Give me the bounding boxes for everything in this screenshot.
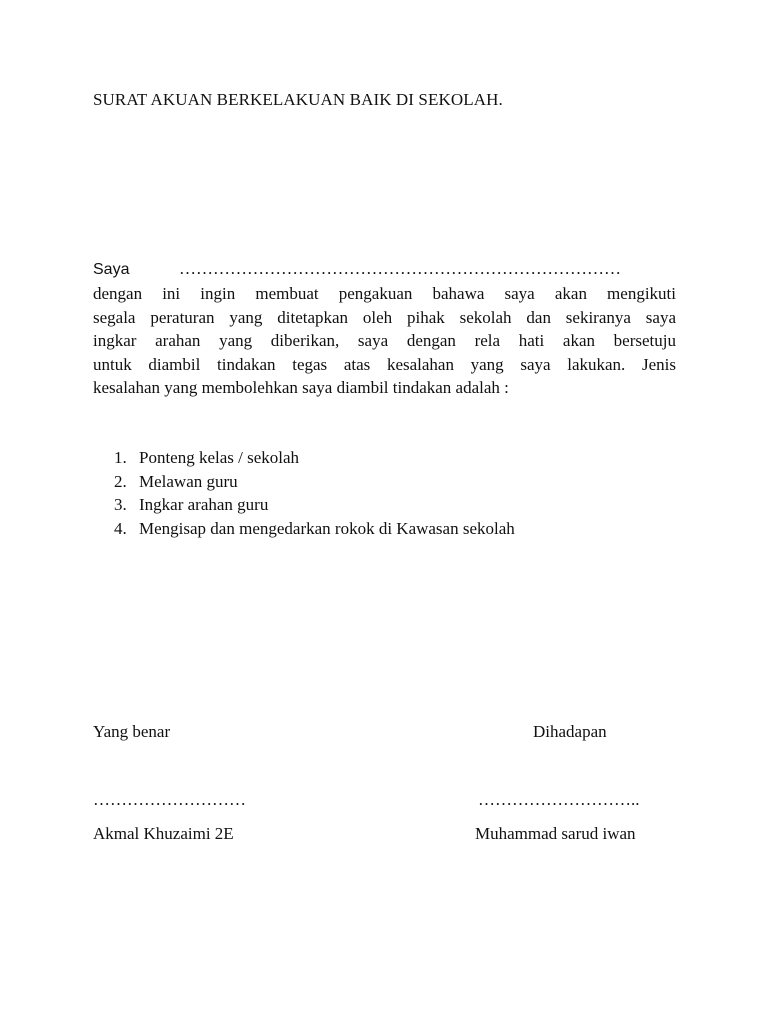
paragraph-line: ingkar arahan yang diberikan, saya dengan rela hati akan bersetuju bbox=[93, 331, 676, 350]
paragraph-line: untuk diambil tindakan tegas atas kesalahan yang saya lakukan. Jenis bbox=[93, 354, 676, 374]
saya-label: Saya bbox=[93, 261, 130, 278]
list-number: 4. bbox=[114, 518, 127, 538]
list-text: Mengisap dan mengedarkan rokok di Kawasan sekolah bbox=[139, 518, 515, 538]
list-item bbox=[114, 517, 515, 541]
list-number: 2. bbox=[114, 471, 127, 491]
list-number: 1. bbox=[114, 448, 127, 467]
list-item bbox=[114, 470, 515, 494]
declaration-paragraph bbox=[93, 282, 676, 400]
list-text: Ponteng kelas / sekolah bbox=[139, 448, 300, 467]
signer-name: Akmal Khuzaimi 2E bbox=[93, 824, 234, 843]
declarant-line bbox=[93, 259, 675, 279]
witness-signature-blank: ……………………….. bbox=[478, 790, 640, 809]
paragraph-line: segala peraturan yang ditetapkan oleh pihak sekolah dan sekiranya saya bbox=[93, 307, 676, 327]
paragraph-line: dengan ini ingin membuat pengakuan bahawa saya akan mengikuti bbox=[93, 284, 676, 303]
list-item bbox=[114, 446, 515, 470]
list-text: Ingkar arahan guru bbox=[139, 495, 269, 514]
signer-label: Yang benar bbox=[93, 722, 171, 741]
list-number: 3. bbox=[114, 495, 127, 514]
list-item bbox=[114, 493, 515, 517]
list-text: Melawan guru bbox=[139, 471, 238, 491]
offense-list bbox=[114, 446, 515, 540]
paragraph-line: kesalahan yang membolehkan saya diambil tindakan adalah : bbox=[93, 378, 509, 397]
signer-signature-blank: ……………………… bbox=[93, 790, 246, 809]
document-title: SURAT AKUAN BERKELAKUAN BAIK DI SEKOLAH. bbox=[93, 90, 503, 109]
witness-label: Dihadapan bbox=[533, 722, 607, 741]
declarant-name-blank: …………………………………………………………………… bbox=[179, 259, 621, 278]
witness-name: Muhammad sarud iwan bbox=[475, 824, 636, 843]
